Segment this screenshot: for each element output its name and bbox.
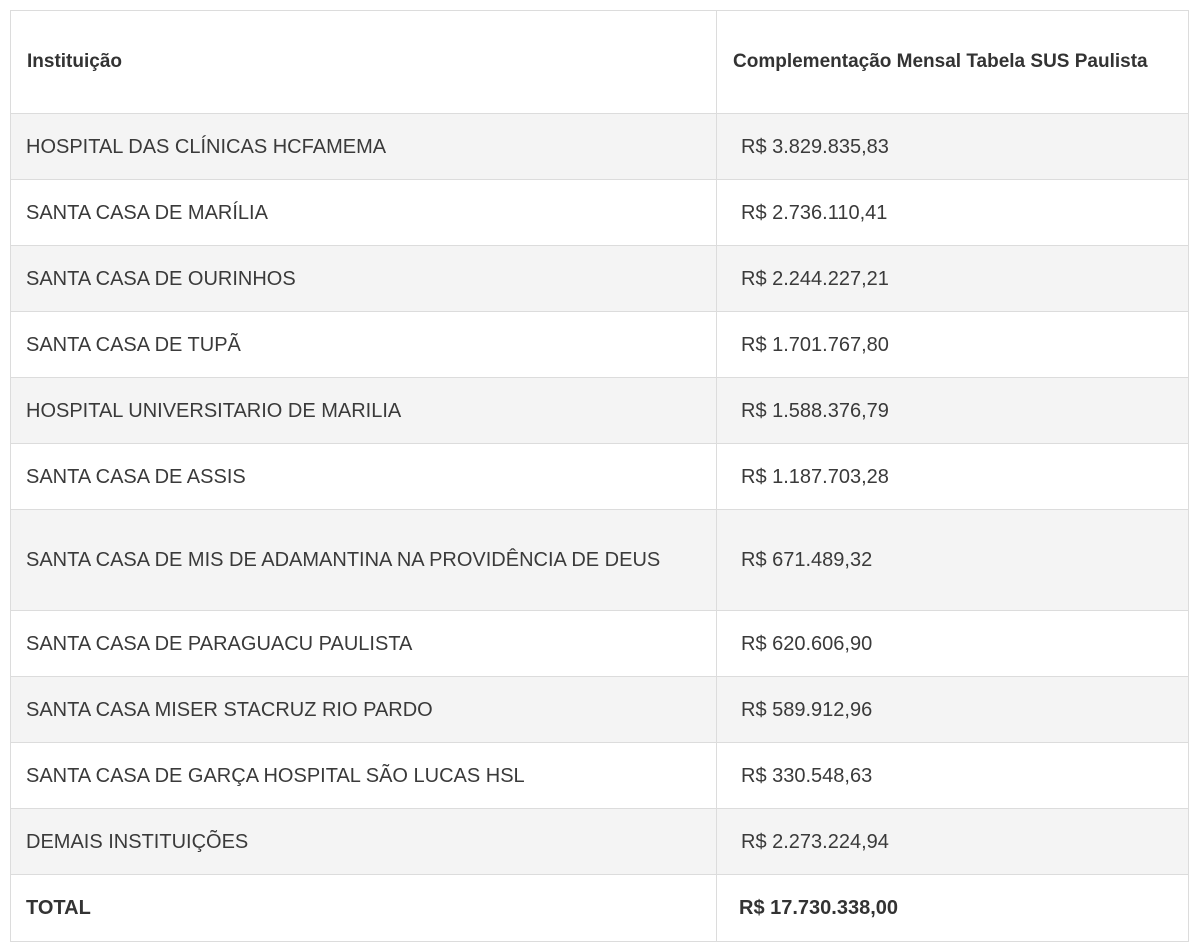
amount-cell: R$ 2.736.110,41 — [717, 180, 1189, 246]
header-institution: Instituição — [11, 11, 717, 114]
institution-cell: DEMAIS INSTITUIÇÕES — [11, 809, 717, 875]
institution-cell: SANTA CASA DE MIS DE ADAMANTINA NA PROVIDÊNCIA DE DEUS — [11, 510, 717, 611]
sus-complement-table — [10, 10, 1189, 942]
table-row — [11, 743, 1189, 809]
table-row — [11, 444, 1189, 510]
institution-cell: SANTA CASA DE MARÍLIA — [11, 180, 717, 246]
header-amount: Complementação Mensal Tabela SUS Paulista — [717, 11, 1189, 114]
institution-cell: SANTA CASA DE GARÇA HOSPITAL SÃO LUCAS HSL — [11, 743, 717, 809]
amount-cell: R$ 589.912,96 — [717, 677, 1189, 743]
institution-cell: SANTA CASA MISER STACRUZ RIO PARDO — [11, 677, 717, 743]
header-row — [11, 11, 1189, 114]
institution-cell: SANTA CASA DE ASSIS — [11, 444, 717, 510]
amount-cell: R$ 330.548,63 — [717, 743, 1189, 809]
table-row — [11, 378, 1189, 444]
amount-cell: R$ 2.244.227,21 — [717, 246, 1189, 312]
sus-complement-table-container — [10, 10, 1188, 942]
total-label: TOTAL — [11, 875, 717, 942]
amount-cell: R$ 1.701.767,80 — [717, 312, 1189, 378]
total-amount: R$ 17.730.338,00 — [717, 875, 1189, 942]
institution-cell: HOSPITAL DAS CLÍNICAS HCFAMEMA — [11, 114, 717, 180]
table-row — [11, 246, 1189, 312]
table-row — [11, 180, 1189, 246]
table-row — [11, 114, 1189, 180]
table-row — [11, 677, 1189, 743]
amount-cell: R$ 2.273.224,94 — [717, 809, 1189, 875]
amount-cell: R$ 620.606,90 — [717, 611, 1189, 677]
table-footer — [11, 875, 1189, 942]
amount-cell: R$ 671.489,32 — [717, 510, 1189, 611]
institution-cell: SANTA CASA DE OURINHOS — [11, 246, 717, 312]
institution-cell: SANTA CASA DE TUPÃ — [11, 312, 717, 378]
amount-cell: R$ 3.829.835,83 — [717, 114, 1189, 180]
amount-cell: R$ 1.588.376,79 — [717, 378, 1189, 444]
table-row — [11, 312, 1189, 378]
table-body — [11, 114, 1189, 875]
institution-cell: SANTA CASA DE PARAGUACU PAULISTA — [11, 611, 717, 677]
total-row — [11, 875, 1189, 942]
table-row — [11, 611, 1189, 677]
table-header — [11, 11, 1189, 114]
table-row — [11, 510, 1189, 611]
institution-cell: HOSPITAL UNIVERSITARIO DE MARILIA — [11, 378, 717, 444]
amount-cell: R$ 1.187.703,28 — [717, 444, 1189, 510]
table-row — [11, 809, 1189, 875]
